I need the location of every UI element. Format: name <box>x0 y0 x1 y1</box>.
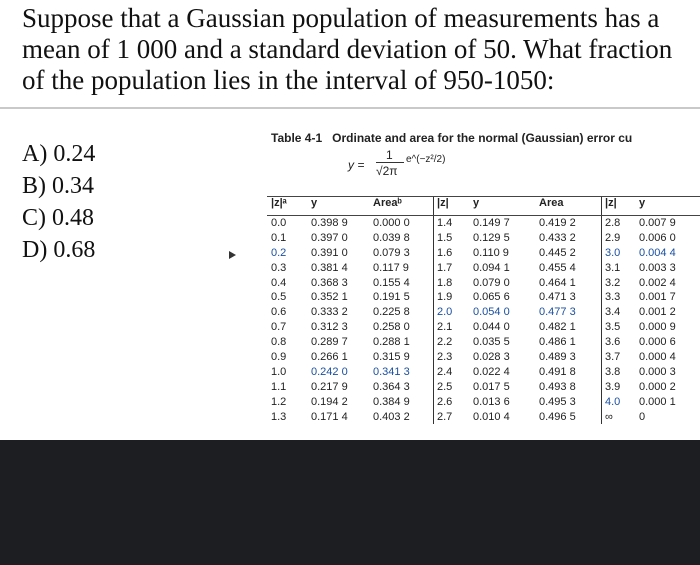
table-cell: 2.1 <box>437 321 453 334</box>
table-cell: 0.496 5 <box>539 410 576 423</box>
table-cell: 0.000 0 <box>373 217 410 229</box>
table-cell: 0.486 1 <box>539 336 576 349</box>
table-cell: 0.471 3 <box>539 291 576 304</box>
table-cell: 3.4 <box>605 306 621 319</box>
formula-lhs: y = <box>348 158 365 172</box>
table-cell: 0.079 0 <box>473 276 510 289</box>
formula-numerator: 1 <box>386 148 393 162</box>
table-cell: 0.002 4 <box>639 276 676 289</box>
table-cell: 0.079 3 <box>373 246 410 259</box>
table-cell: 1.7 <box>437 261 453 274</box>
table-cell: 0.8 <box>271 336 287 349</box>
table-cell: 0.110 9 <box>473 246 509 259</box>
table-cell: 3.7 <box>605 351 621 364</box>
table-cell: 0.5 <box>271 291 287 304</box>
table-cell: 2.6 <box>437 395 453 408</box>
column-y-3 <box>639 216 687 424</box>
option-a[interactable]: A) 0.24 <box>22 141 96 167</box>
table-cell: 0.489 3 <box>539 351 576 364</box>
table-cell: 0.312 3 <box>311 321 348 334</box>
table-caption-label: Table 4-1 <box>271 131 323 145</box>
table-cell: 0.3 <box>271 261 287 274</box>
table-cell: 2.7 <box>437 410 453 423</box>
table-cell: ∞ <box>605 410 613 423</box>
column-area-2 <box>539 216 601 424</box>
table-cell: 0.4 <box>271 276 287 289</box>
table-caption-text: Ordinate and area for the normal (Gaussian) error cu <box>332 131 633 145</box>
table-cell: 0.397 0 <box>311 231 348 244</box>
table-cell: 0.217 9 <box>311 380 348 393</box>
table-cell: 0.028 3 <box>473 351 510 364</box>
table-cell: 2.5 <box>437 380 453 393</box>
table-cell: 0.384 9 <box>373 395 410 408</box>
table-cell: 1.6 <box>437 246 453 259</box>
table-cell: 0.315 9 <box>373 351 410 364</box>
table-cell: 3.5 <box>605 321 621 334</box>
table-cell: 0.381 4 <box>311 261 348 274</box>
dark-overlay-panel <box>0 440 700 565</box>
gaussian-formula <box>348 148 478 184</box>
table-cell: 0.000 2 <box>639 380 676 393</box>
table-cell: 0.000 3 <box>639 365 676 378</box>
table-cell: 0.445 2 <box>539 246 576 259</box>
table-cell: 0.464 1 <box>539 276 576 289</box>
table-cell: 2.3 <box>437 351 453 364</box>
normal-distribution-table <box>267 196 700 424</box>
table-cell: 0.001 7 <box>639 291 676 304</box>
column-z-1 <box>267 216 311 424</box>
table-cell: 0.010 4 <box>473 410 510 423</box>
fraction-bar <box>376 162 404 163</box>
table-cell: 0.044 0 <box>473 321 510 334</box>
column-y-2 <box>473 216 539 424</box>
table-cell: 2.8 <box>605 217 621 229</box>
table-body <box>267 216 700 424</box>
table-cell: 0.000 9 <box>639 321 676 334</box>
header-y-3: y <box>639 197 646 209</box>
column-y-1 <box>311 216 373 424</box>
table-cell: 0.035 5 <box>473 336 510 349</box>
table-cell: 1.3 <box>271 410 287 423</box>
table-cell: 0.022 4 <box>473 365 510 378</box>
formula-denominator: √2π <box>376 164 398 178</box>
table-cell: 0.289 7 <box>311 336 348 349</box>
answer-options <box>22 138 95 266</box>
table-cell: 0.007 9 <box>639 217 676 229</box>
table-caption <box>271 131 632 145</box>
table-cell: 0.491 8 <box>539 365 576 378</box>
table-cell: 0.017 5 <box>473 380 510 393</box>
table-cell: 0.398 9 <box>311 217 348 229</box>
table-cell: 1.2 <box>271 395 287 408</box>
table-cell: 0.403 2 <box>373 410 410 423</box>
table-cell: 3.3 <box>605 291 621 304</box>
table-cell: 3.9 <box>605 380 621 393</box>
header-y-2: y <box>473 197 480 209</box>
table-cell: 1.0 <box>271 365 287 378</box>
table-cell: 0.001 2 <box>639 306 676 319</box>
table-cell: 3.0 <box>605 246 621 259</box>
table-cell: 0.419 2 <box>539 217 576 229</box>
table-cell: 1.5 <box>437 231 453 244</box>
table-cell: 0.000 6 <box>639 336 676 349</box>
table-header-row <box>267 197 700 216</box>
column-z-2 <box>433 216 473 424</box>
table-cell: 0.000 4 <box>639 351 676 364</box>
header-area-2: Area <box>539 197 564 209</box>
table-cell: 0.129 5 <box>473 231 510 244</box>
table-cell: 0.149 7 <box>473 217 510 229</box>
table-cell: 2.2 <box>437 336 453 349</box>
table-cell: 0.341 3 <box>373 365 410 378</box>
table-cell: 0.495 3 <box>539 395 576 408</box>
table-cell: 0.094 1 <box>473 261 510 274</box>
table-cell: 0.6 <box>271 306 287 319</box>
table-cell: 0.1 <box>271 231 287 244</box>
table-cell: 0.364 3 <box>373 380 410 393</box>
option-b[interactable]: B) 0.34 <box>22 173 94 199</box>
table-cell: 0.065 6 <box>473 291 510 304</box>
table-cell: 0.482 1 <box>539 321 576 334</box>
table-cell: 0.258 0 <box>373 321 410 334</box>
table-cell: 0 <box>639 410 646 423</box>
option-d[interactable]: D) 0.68 <box>22 237 96 263</box>
table-cell: 3.1 <box>605 261 621 274</box>
table-cell: 0.333 2 <box>311 306 348 319</box>
column-area-1 <box>373 216 433 424</box>
table-cell: 0.477 3 <box>539 306 576 319</box>
table-cell: 0.155 4 <box>373 276 410 289</box>
table-cell: 0.004 4 <box>639 246 676 259</box>
table-cell: 0.225 8 <box>373 306 410 319</box>
table-cell: 0.171 4 <box>311 410 348 423</box>
header-z-1: |z|ᵃ <box>271 197 287 209</box>
table-cell: 4.0 <box>605 395 621 408</box>
table-cell: 0.242 0 <box>311 365 348 378</box>
header-area-1: Areaᵇ <box>373 197 402 209</box>
table-cell: 2.4 <box>437 365 453 378</box>
header-z-2: |z| <box>433 197 473 215</box>
table-cell: 0.003 3 <box>639 261 676 274</box>
header-z-3: |z| <box>601 197 639 215</box>
table-cell: 0.039 8 <box>373 231 410 244</box>
table-cell: 0.013 6 <box>473 395 510 408</box>
column-z-3 <box>601 216 639 424</box>
table-cell: 0.455 4 <box>539 261 576 274</box>
table-cell: 0.288 1 <box>373 336 410 349</box>
table-cell: 0.194 2 <box>311 395 348 408</box>
table-cell: 1.4 <box>437 217 453 229</box>
table-cell: 0.352 1 <box>311 291 348 304</box>
table-cell: 0.2 <box>271 246 287 259</box>
table-cell: 3.6 <box>605 336 621 349</box>
table-cell: 0.000 1 <box>639 395 676 408</box>
arrow-marker-icon <box>229 251 236 259</box>
table-cell: 1.1 <box>271 380 287 393</box>
table-cell: 0.266 1 <box>311 351 348 364</box>
table-cell: 0.117 9 <box>373 261 409 274</box>
question-text: Suppose that a Gaussian population of measurements has a mean of 1 000 and a standard deviation of 50. What fraction of the population lies in the interval of 950-1050: <box>22 3 673 95</box>
table-cell: 0.391 0 <box>311 246 348 259</box>
formula-exponent: e^(−z²/2) <box>406 154 446 165</box>
table-cell: 1.9 <box>437 291 453 304</box>
table-cell: 2.9 <box>605 231 621 244</box>
table-cell: 0.9 <box>271 351 287 364</box>
table-cell: 3.2 <box>605 276 621 289</box>
table-cell: 0.006 0 <box>639 231 676 244</box>
option-c[interactable]: C) 0.48 <box>22 205 94 231</box>
table-cell: 0.433 2 <box>539 231 576 244</box>
table-cell: 0.7 <box>271 321 287 334</box>
table-cell: 3.8 <box>605 365 621 378</box>
table-cell: 0.368 3 <box>311 276 348 289</box>
table-cell: 2.0 <box>437 306 453 319</box>
header-y-1: y <box>311 197 318 209</box>
divider <box>0 107 700 109</box>
table-cell: 1.8 <box>437 276 453 289</box>
table-cell: 0.191 5 <box>373 291 410 304</box>
table-cell: 0.054 0 <box>473 306 510 319</box>
table-cell: 0.0 <box>271 217 287 229</box>
table-cell: 0.493 8 <box>539 380 576 393</box>
